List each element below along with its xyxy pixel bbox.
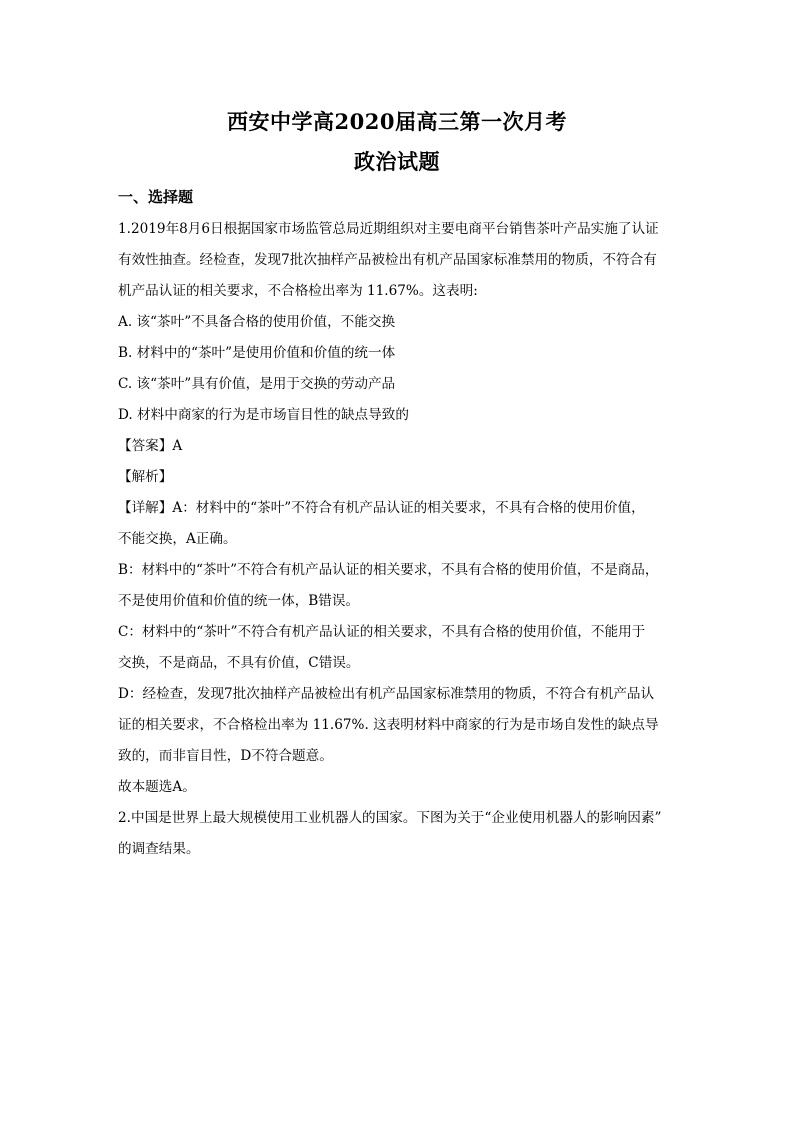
section-heading: 一、选择题 [118,188,194,206]
question-body [118,214,683,865]
detail-b-line-2: 不是使用价值和价值的统一体，B错误。 [118,593,360,609]
detail-a-line-2: 不能交换，A正确。 [118,531,237,547]
detail-d-line-2: 证的相关要求，不合格检出率为 11.67%. 这表明材料中商家的行为是市场自发性的缺点导 [118,717,659,733]
answer-line: 【答案】A [118,438,183,454]
conclusion-line: 故本题选A。 [118,779,196,795]
question-1-stem-line-3: 机产品认证的相关要求，不合格检出率为 11.67%。这表明: [118,283,478,299]
detail-c-line-2: 交换，不是商品，不具有价值，C错误。 [118,655,360,671]
option-a: A. 该“茶叶”不具备合格的使用价值，不能交换 [118,314,396,330]
question-2-stem-line-2: 的调查结果。 [118,841,200,857]
question-1-stem-line-2: 有效性抽查。经检查，发现7批次抽样产品被检出有机产品国家标准禁用的物质，不符合有 [118,252,657,268]
option-c: C. 该“茶叶”具有价值，是用于交换的劳动产品 [118,376,396,392]
question-2-stem-line-1: 2.中国是世界上最大规模使用工业机器人的国家。下图为关于“企业使用机器人的影响因素” [118,810,662,826]
question-1-stem-line-1: 1.2019年8月6日根据国家市场监管总局近期组织对主要电商平台销售茶叶产品实施了认证 [118,221,659,237]
detail-b-line-1: B：材料中的“茶叶”不符合有机产品认证的相关要求，不具有合格的使用价值，不是商品， [118,562,659,578]
analysis-heading: 【解析】 [118,469,173,485]
detail-d-line-1: D：经检查，发现7批次抽样产品被检出有机产品国家标准禁用的物质，不符合有机产品认 [118,686,655,702]
exam-subtitle: 政治试题 [354,149,440,174]
detail-c-line-1: C：材料中的“茶叶”不符合有机产品认证的相关要求，不具有合格的使用价值，不能用于 [118,624,646,640]
detail-d-line-3: 致的，而非盲目性，D不符合题意。 [118,748,333,764]
exam-title: 西安中学高2020届高三第一次月考 [227,109,567,134]
option-d: D. 材料中商家的行为是市场盲目性的缺点导致的 [118,407,409,423]
detail-a-line-1: 【详解】A：材料中的“茶叶”不符合有机产品认证的相关要求，不具有合格的使用价值， [118,500,645,516]
option-b: B. 材料中的“茶叶”是使用价值和价值的统一体 [118,345,396,361]
